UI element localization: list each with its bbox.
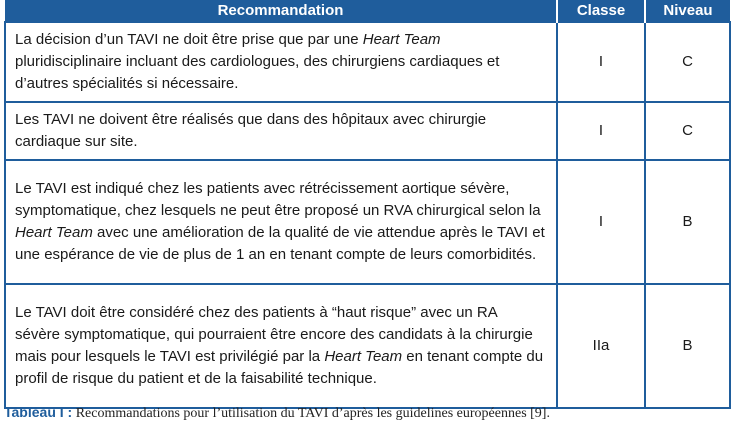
recommendations-table (4, 0, 731, 409)
header-classe: Classe (557, 0, 645, 22)
table-header-row (5, 0, 730, 22)
text-run: Le TAVI doit être considéré chez des patients à “haut risque” avec un RA sévère symptomatique, qui pourraient être encore des candidats à la chirurgie mais pour lesquels le TAVI est privilégié par la (15, 304, 533, 365)
table-caption (4, 404, 732, 422)
niveau-value: B (645, 284, 730, 408)
caption-text: Recommandations pour l’utilisation du TAVI d’après les guidelines européennes [9]. (75, 406, 550, 421)
recommendation-text (5, 22, 557, 102)
table-row (5, 102, 730, 160)
table-row (5, 22, 730, 102)
table-row (5, 284, 730, 408)
emphasis-text: Heart Team (15, 224, 93, 241)
recommendation-text (5, 160, 557, 284)
table-row (5, 160, 730, 284)
niveau-value: B (645, 160, 730, 284)
niveau-value: C (645, 102, 730, 160)
text-run: Le TAVI est indiqué chez les patients avec rétrécissement aortique sévère, symptomatique, chez lesquels ne peut être proposé un RVA chirurgical selon la (15, 180, 541, 219)
niveau-value: C (645, 22, 730, 102)
caption-label: Tableau I : (4, 404, 73, 420)
emphasis-text: Heart Team (324, 348, 403, 365)
text-run: pluridisciplinaire incluant des cardiologues, des chirurgiens cardiaques et d’autres spécialités si nécessaire. (15, 53, 500, 92)
classe-value: IIa (557, 284, 645, 408)
text-run: Les TAVI ne doivent être réalisés que dans des hôpitaux avec chirurgie cardiaque sur site. (15, 111, 487, 150)
text-run: avec une amélioration de la qualité de vie attendue après le TAVI et une espérance de vie de plus de 1 an en tenant compte de leurs comorbidités. (15, 224, 545, 263)
header-recommandation: Recommandation (5, 0, 557, 22)
classe-value: I (557, 22, 645, 102)
text-run: en tenant compte du profil de risque du patient et de la faisabilité technique. (15, 348, 544, 387)
header-niveau: Niveau (645, 0, 730, 22)
recommendation-text (5, 284, 557, 408)
text-run: La décision d’un TAVI ne doit être prise que par une (15, 31, 363, 48)
classe-value: I (557, 160, 645, 284)
recommendation-text (5, 102, 557, 160)
classe-value: I (557, 102, 645, 160)
emphasis-text: Heart Team (362, 31, 441, 48)
